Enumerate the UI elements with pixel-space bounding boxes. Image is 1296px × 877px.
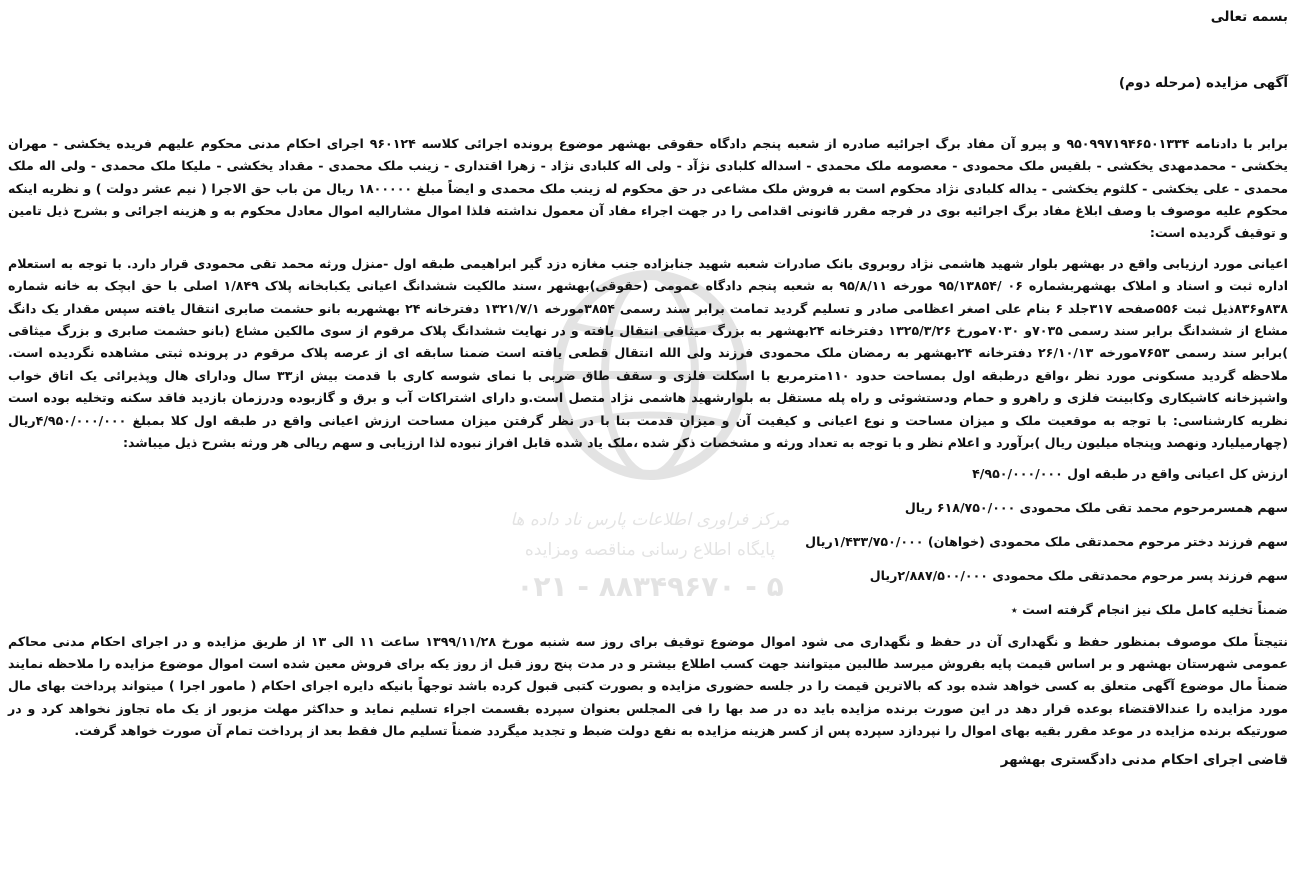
notice-title: آگهی مزایده (مرحله دوم) <box>1118 75 1288 92</box>
watermark-phone: ۰۲۱ - ۸۸۳۴۹۶۷۰ - ۵ <box>516 570 784 603</box>
share-line-daughter: سهم فرزند دختر مرحوم محمدتقی ملک محمودی (خواهان) ۱/۴۳۳/۷۵۰/۰۰۰ریال <box>805 533 1288 549</box>
share-line-total-value: ارزش کل اعیانی واقع در طبقه اول ۴/۹۵۰/۰۰۰/۰۰۰ <box>972 465 1288 481</box>
property-description-paragraph: اعیانی مورد ارزیابی واقع در بهشهر بلوار شهید هاشمی نژاد روبروی بانک صادرات شعبه شهید جنابزاده جنب مغازه دزد گیر ابراهیمی طبقه اول -منزل ورثه محمد تقی محمودی قرار دارد. با توجه به استعلام اداره ثبت و اسناد و املاک بهشهربشماره ۰۶ /۹۵/۱۳۸۵۴ مورخه ۹۵/۸/۱۱ به شعبه پنجم دادگاه عمومی (حقوقی)بهشهر ،سند مالکیت ششدانگ اعیانی یکبابخانه پلاک ۱/۸۴۹ اصلی با حق ابچک به خانه شماره ۸۳۸و۸۳۶ذیل ثبت ۵۵۶صفحه ۳۱۷جلد ۶ بنام علی اصغر اعظامی صادر و تسلیم گردید تمامت برابر سند رسمی ۳۸۵۴مورخه ۱۳۲۱/۷/۱ دفترخانه ۲۴ بهشهربه بانو حشمت صابری انتقال یافته سپس مقدار یک دانگ مشاع از ششدانگ برابر سند رسمی ۷۰۳۵و ۷۰۳۰مورخ ۱۳۲۵/۳/۲۶ دفترخانه ۲۴بهشهر به بزرگ میثاقی انتقال یافته و در نهایت ششدانگ پلاک مرقوم از سوی مالکین مشاع (بانو حشمت صابری و بزرگ میثاقی )برابر سند رسمی ۷۶۵۳مورخه ۲۶/۱۰/۱۳ دفترخانه ۲۴بهشهر به رمضان ملک محمودی فرزند ولی الله انتقال قطعی یافته است ضمنا سابقه ای از عرصه پلاک مرقوم در پرونده ثبتی مشاهده نگردیده است. ملاحظه گردید مسکونی مورد نظر ،واقع درطبقه اول بمساحت حدود ۱۱۰مترمربع با اسکلت فلزی و سقف طاق ضربی با نمای شوسه کاری با قدمت بیش از۳۳ سال ودارای هال وپذیرائی یک اتاق خواب واشپزخانه کاشیکاری وکابینت فلزی و راهرو و حمام ودستشوئی و راه پله مستقل به بلوارشهید هاشمی نژاد متصل است.و دارای اشتراکات آب و برق و گازبوده ودرزمان بازدید فاقد سکنه وتخلیه بوده است نظریه کارشناسی: با توجه به موقعیت ملک و میزان مساحت و نوع اعیانی و کیفیت آن و میزان قدمت بنا با در نظر گرفتن میزان مساحت ارزش اعیانی واقع در طبقه اول کلا بمبلغ ۴/۹۵۰/۰۰۰/۰۰۰ریال (چهارمیلیارد ونهصد وپنجاه میلیون ریال )برآورد و اعلام نظر و با توجه به تعداد ورثه و مشخصات ذکر شده ،ملک یاد شده قابل افراز نبوده لذا ارزیابی و سهم ریالی هر ورثه بشرح ذیل میباشد: <box>8 255 1289 451</box>
watermark-line-2: پایگاه اطلاع رسانی مناقصه ومزایده <box>524 540 776 560</box>
share-line-spouse: سهم همسرمرحوم محمد تقی ملک محمودی ۶۱۸/۷۵۰/۰۰۰ ریال <box>904 499 1288 515</box>
auction-terms-paragraph: نتیجتاً ملک موصوف بمنظور حفظ و نگهداری آن در حفظ و نگهداری می شود اموال موضوع توقیف برای روز سه شنبه مورخ ۱۳۹۹/۱۱/۲۸ ساعت ۱۱ الی ۱۳ از طریق مزایده و در اجرای احکام مدنی محاکم عمومی شهرستان بهشهر و بر اساس قیمت پایه بفروش میرسد طالبین میتوانند جهت کسب اطلاع بیشتر و در مدت پنج روز قبل از روز یکه برای فروش معین شده است اموال موضوع مزایده را ملاحظه نمایند ضمناً مال موضوع آگهی متعلق به کسی خواهد شده بود که بالاترین قیمت را در جلسه حضوری مزایده و بصورت کتبی قبول کرده باشد توجهاً بانیکه دایره اجرای احکام ( مامور اجرا ) میتواند پرداخت بهای مال مورد مزایده را عندالاقتضاء بوعده قرار دهد در این صورت برنده مزایده باید ده در صد بها را فی المجلس بعنوان سپرده بقسمت اجراء تسلیم نماید و حداکثر مهلت مزبور از یک ماه تجاوز نخواهد کرد و در صورتیکه برنده مزایده در موعد مقرر بقیه بهای اموال را نپردازد سپرده پس از کسر هزینه مزایده به نفع دولت ضبط و تجدید میگردد ضمناً تسلیم مال فقط بعد از پرداخت تمام آن صورت خواهد گرفت. <box>8 633 1288 739</box>
intro-paragraph: برابر با دادنامه ۹۵۰۹۹۷۱۹۴۶۵۰۱۳۳۴ و پیرو آن مفاد برگ اجرائیه صادره از شعبه پنجم دادگاه حقوقی بهشهر موضوع پرونده اجرائی کلاسه ۹۶۰۱۲۴ اجرای احکام مدنی محکوم علیهم فریده یخکشی - مهران یخکشی - محمدمهدی یخکشی - بلقیس ملک محمودی - معصومه ملک محمدی - اسداله کلبادی نژآد - ولی اله کلبادی نژاد - زهرا اقتداری - زینب ملک محمدی - مقداد یخکشی - ملیکا ملک محمدی - ولی اله ملک محمدی - علی یخکشی - کلثوم یخکشی - یداله کلبادی نژاد محکوم است به فروش ملک مشاعی در حق محکوم له زینب ملک محمدی و ایضاً مبلغ ۱۸۰۰۰۰۰ ریال من باب حق الاجرا ( نیم عشر دولت ) و نظریه اینکه محکوم علیه موصوف با وصف ابلاغ مفاد برگ اجرائیه بوی در فرجه مقرر قانونی اقدامی را در جهت اجراء مفاد آن معمول نداشته فلذا اموال مشارالیه اموال معادل محکوم به و هزینه اجرائی و بشرح ذیل تامین و توقیف گردیده است: <box>8 135 1288 241</box>
share-line-son: سهم فرزند پسر مرحوم محمدتقی ملک محمودی ۲/۸۸۷/۵۰۰/۰۰۰ریال <box>869 567 1288 583</box>
basmala-heading: بسمه تعالی <box>1210 9 1288 25</box>
auction-notice <box>8 0 1288 771</box>
signature-line: قاضی اجرای احکام مدنی دادگستری بهشهر <box>1000 751 1288 768</box>
share-line-evacuation-note: ضمناً تخلیه کامل ملک نیز انجام گرفته است ٭ <box>1010 601 1288 617</box>
watermark-line-1: مرکز فراوری اطلاعات پارس ناد داده ها <box>510 510 790 530</box>
